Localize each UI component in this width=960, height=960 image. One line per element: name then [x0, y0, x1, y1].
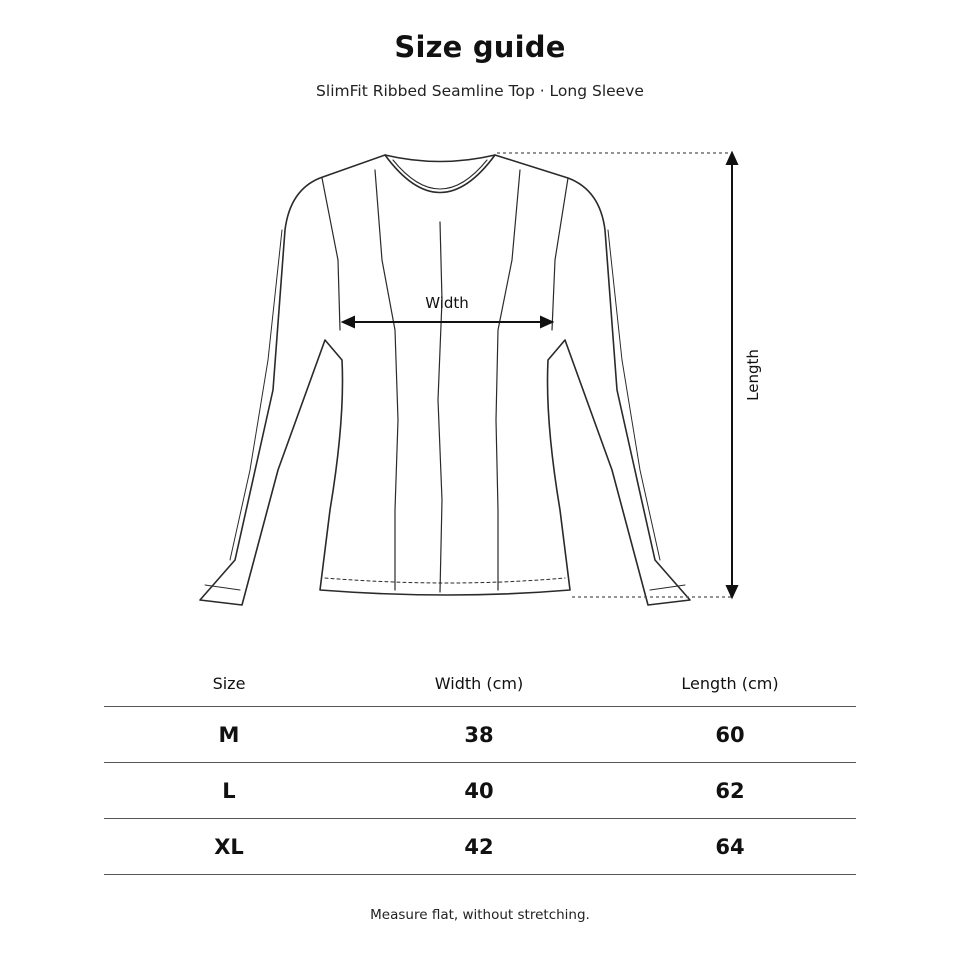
width-cell: 38 [464, 722, 494, 747]
product-subtitle: SlimFit Ribbed Seamline Top · Long Sleeve [316, 82, 644, 100]
header-width: Width (cm) [434, 673, 524, 693]
width-label: Width [425, 294, 469, 312]
length-label: Length [744, 349, 762, 401]
center-seam [438, 222, 442, 592]
hem-stitch [325, 578, 565, 583]
left-seam [375, 170, 398, 590]
size-cell: M [218, 722, 240, 747]
neckband [385, 155, 495, 193]
table-header-row [104, 660, 856, 707]
length-cell: 64 [715, 834, 745, 859]
page-title: Size guide [394, 30, 566, 64]
size-table [104, 660, 856, 875]
width-cell: 42 [464, 834, 494, 859]
size-cell: XL [214, 834, 244, 859]
width-cell: 40 [464, 778, 494, 803]
length-cell: 60 [715, 722, 745, 747]
right-sleeve-seam [552, 178, 568, 330]
right-seam [496, 170, 520, 590]
top-outline [200, 155, 690, 605]
header-size: Size [212, 673, 246, 693]
length-cell: 62 [715, 778, 745, 803]
left-sleeve-seam [322, 178, 340, 330]
header-length: Length (cm) [681, 673, 779, 693]
measurement-note: Measure flat, without stretching. [370, 907, 590, 923]
table-row [104, 819, 856, 875]
size-cell: L [222, 778, 236, 803]
table-row [104, 763, 856, 819]
table-row [104, 707, 856, 763]
